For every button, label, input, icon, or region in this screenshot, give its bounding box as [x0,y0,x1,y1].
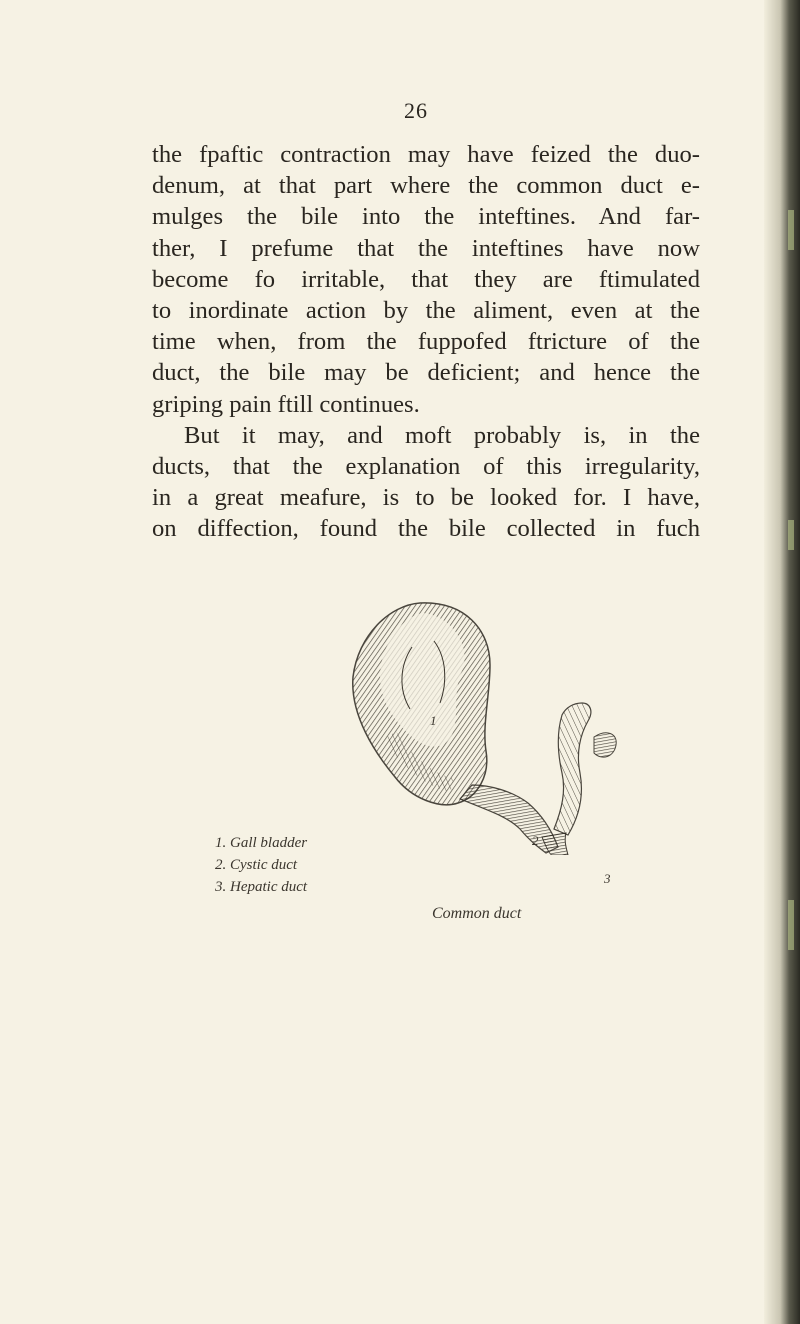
text-line: time when, from the fuppofed ftricture of the [152,328,700,356]
figure-label-3: 3 [604,871,611,886]
text-line: duct, the bile may be deficient; and hence the [152,359,700,387]
figure-label-1: 1 [430,713,437,728]
body-text [152,139,700,544]
legend-item-cystic-duct: 2. Cystic duct [215,857,298,873]
text-line: griping pain ftill continues. [152,390,420,418]
text-line: But it may, and moft probably is, in the [184,421,700,449]
figure-label-common-duct: Common duct [432,905,522,922]
legend-item-gall-bladder: 1. Gall bladder [215,835,308,851]
text-line: in a great meafure, is to be looked for. I have, [152,484,700,512]
text-line: denum, at that part where the common duct e- [152,172,700,200]
binding-speck [788,520,794,550]
text-line: on diffection, found the bile collected in fuch [152,515,700,543]
text-line: ducts, that the explanation of this irregularity, [152,452,700,480]
legend-item-hepatic-duct: 3. Hepatic duct [215,879,308,895]
hepatic-duct-shape [554,703,591,835]
page-binding-edge [764,0,800,1324]
figure-label-2: 2 [532,833,539,848]
text-line: the fpaftic contraction may have feized the duo- [152,141,700,168]
text-line: mulges the bile into the inteftines. And far- [152,203,700,231]
binding-speck [788,900,794,950]
text-line: to inordinate action by the aliment, even at the [152,296,700,324]
page-number: 26 [404,98,428,123]
text-line: ther, I prefume that the inteftines have now [152,234,700,262]
cystic-duct-shape [460,785,558,853]
gall-bladder-illustration [190,585,670,922]
text-line: become fo irritable, that they are ftimulated [152,265,700,293]
binding-speck [788,210,794,250]
